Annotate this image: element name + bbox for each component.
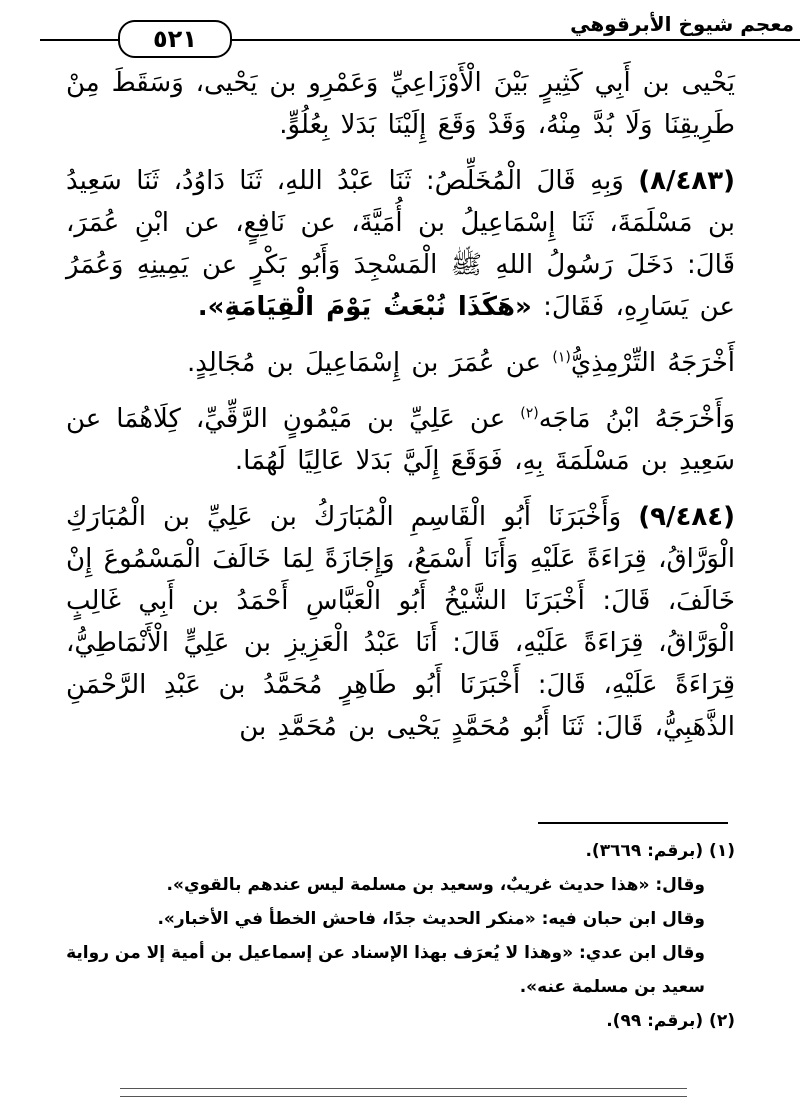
paragraph-484 [66, 496, 735, 748]
hadith-matn: «هَكَذَا نُبْعَثُ يَوْمَ الْقِيَامَةِ». [197, 292, 532, 322]
isnad-text: وَبِهِ قَالَ الْمُخَلِّصُ: ثَنَا عَبْدُ اللهِ، ثَنَا دَاوُدُ، ثَنَا سَعِيدُ بن مَسْلَمَةَ، ثَنَا إِسْمَاعِيلُ بن أُمَيَّةَ، عن نَافِعٍ، عن ابْنِ عُمَرَ، قَالَ: دَخَلَ رَسُولُ اللهِ ﷺ الْمَسْجِدَ وَأَبُو بَكْرٍ عن يَمِينِهِ وَعُمَرُ عن يَسَارِهِ، فَقَالَ: [66, 166, 735, 322]
hadith-number: (٨/٤٨٣) [638, 166, 735, 196]
bottom-rule [120, 1088, 687, 1089]
page-header [40, 6, 800, 53]
page-number-badge: ٥٢١ [118, 20, 232, 58]
takhrij-text: وَأَخْرَجَهُ ابْنُ مَاجَه [538, 404, 736, 434]
takhrij-rest: عن عُمَرَ بن إِسْمَاعِيلَ بن مُجَالِدٍ. [187, 348, 542, 378]
footnote-separator [538, 822, 728, 824]
footnote-1-note-b: وقال ابن حبان فيه: «منكر الحديث جدًا، فاحش الخطأ في الأخبار». [157, 909, 705, 929]
footnote-ref-1[interactable]: (١) [552, 349, 571, 366]
footnote-1-note-c: وقال ابن عدي: «وهذا لا يُعرَف بهذا الإسناد عن إسماعيل بن أمية إلا من رواية سعيد بن مسلمة عنه». [66, 943, 705, 997]
footnote-ref-2[interactable]: (٢) [520, 405, 539, 422]
paragraph-1: يَحْيى بن أَبِي كَثِيرٍ بَيْنَ الْأَوْزَاعِيِّ وَعَمْرِو بن يَحْيى، وَسَقَطَ مِنْ طَرِيقِنَا وَلَا بُدَّ مِنْهُ، وَقَدْ وَقَعَ إِلَيْنَا بَدَلا بِعُلُوٍّ. [66, 68, 735, 140]
paragraph-483 [66, 160, 735, 328]
footnote-1: (١) (برقم: ٣٦٦٩). [585, 841, 735, 861]
main-text [66, 62, 735, 762]
footnotes [66, 834, 735, 1038]
isnad-text: وَأَخْبَرَنَا أَبُو الْقَاسِمِ الْمُبَارَكُ بن عَلِيِّ بن الْمُبَارَكِ الْوَرَّاقُ، قِرَاءَةً عَلَيْهِ وَأَنَا أَسْمَعُ، وَإِجَازَةً لِمَا خَالَفَ الْمَسْمُوعَ إِنْ خَالَفَ، قَالَ: أَخْبَرَنَا الشَّيْخُ أَبُو الْعَبَّاسِ أَحْمَدُ بن أَبِي غَالِبٍ الْوَرَّاقُ، قِرَاءَةً عَلَيْهِ، قَالَ: أَنَا عَبْدُ الْعَزِيزِ بن عَلِيٍّ الْأَنْمَاطِيُّ، قِرَاءَةً عَلَيْهِ، قَالَ: أَخْبَرَنَا أَبُو طَاهِرٍ مُحَمَّدُ بن عَبْدِ الرَّحْمَنِ الذَّهَبِيُّ، قَالَ: ثَنَا أَبُو مُحَمَّدٍ يَحْيى بن مُحَمَّدِ بن [66, 502, 735, 742]
takhrij-text: أَخْرَجَهُ التِّرْمِذِيُّ [570, 348, 735, 378]
paragraph-tirmidhi [66, 342, 735, 384]
running-title: معجم شيوخ الأبرقوهي [570, 12, 794, 36]
footnote-2: (٢) (برقم: ٩٩). [606, 1011, 735, 1031]
bottom-rule [120, 1096, 687, 1097]
takhrij-rest: عن عَلِيِّ بن مَيْمُونٍ الرَّقِّيِّ، كِلَاهُمَا عن سَعِيدِ بن مَسْلَمَةَ بِهِ، فَوَقَعَ إِلَيَّ بَدَلا عَالِيًا لَهُمَا. [66, 404, 735, 476]
paragraph-ibn-majah [66, 398, 735, 482]
footnote-1-note-a: وقال: «هذا حديث غريبٌ، وسعيد بن مسلمة ليس عندهم بالقوي». [166, 875, 705, 895]
hadith-number: (٩/٤٨٤) [638, 502, 735, 532]
